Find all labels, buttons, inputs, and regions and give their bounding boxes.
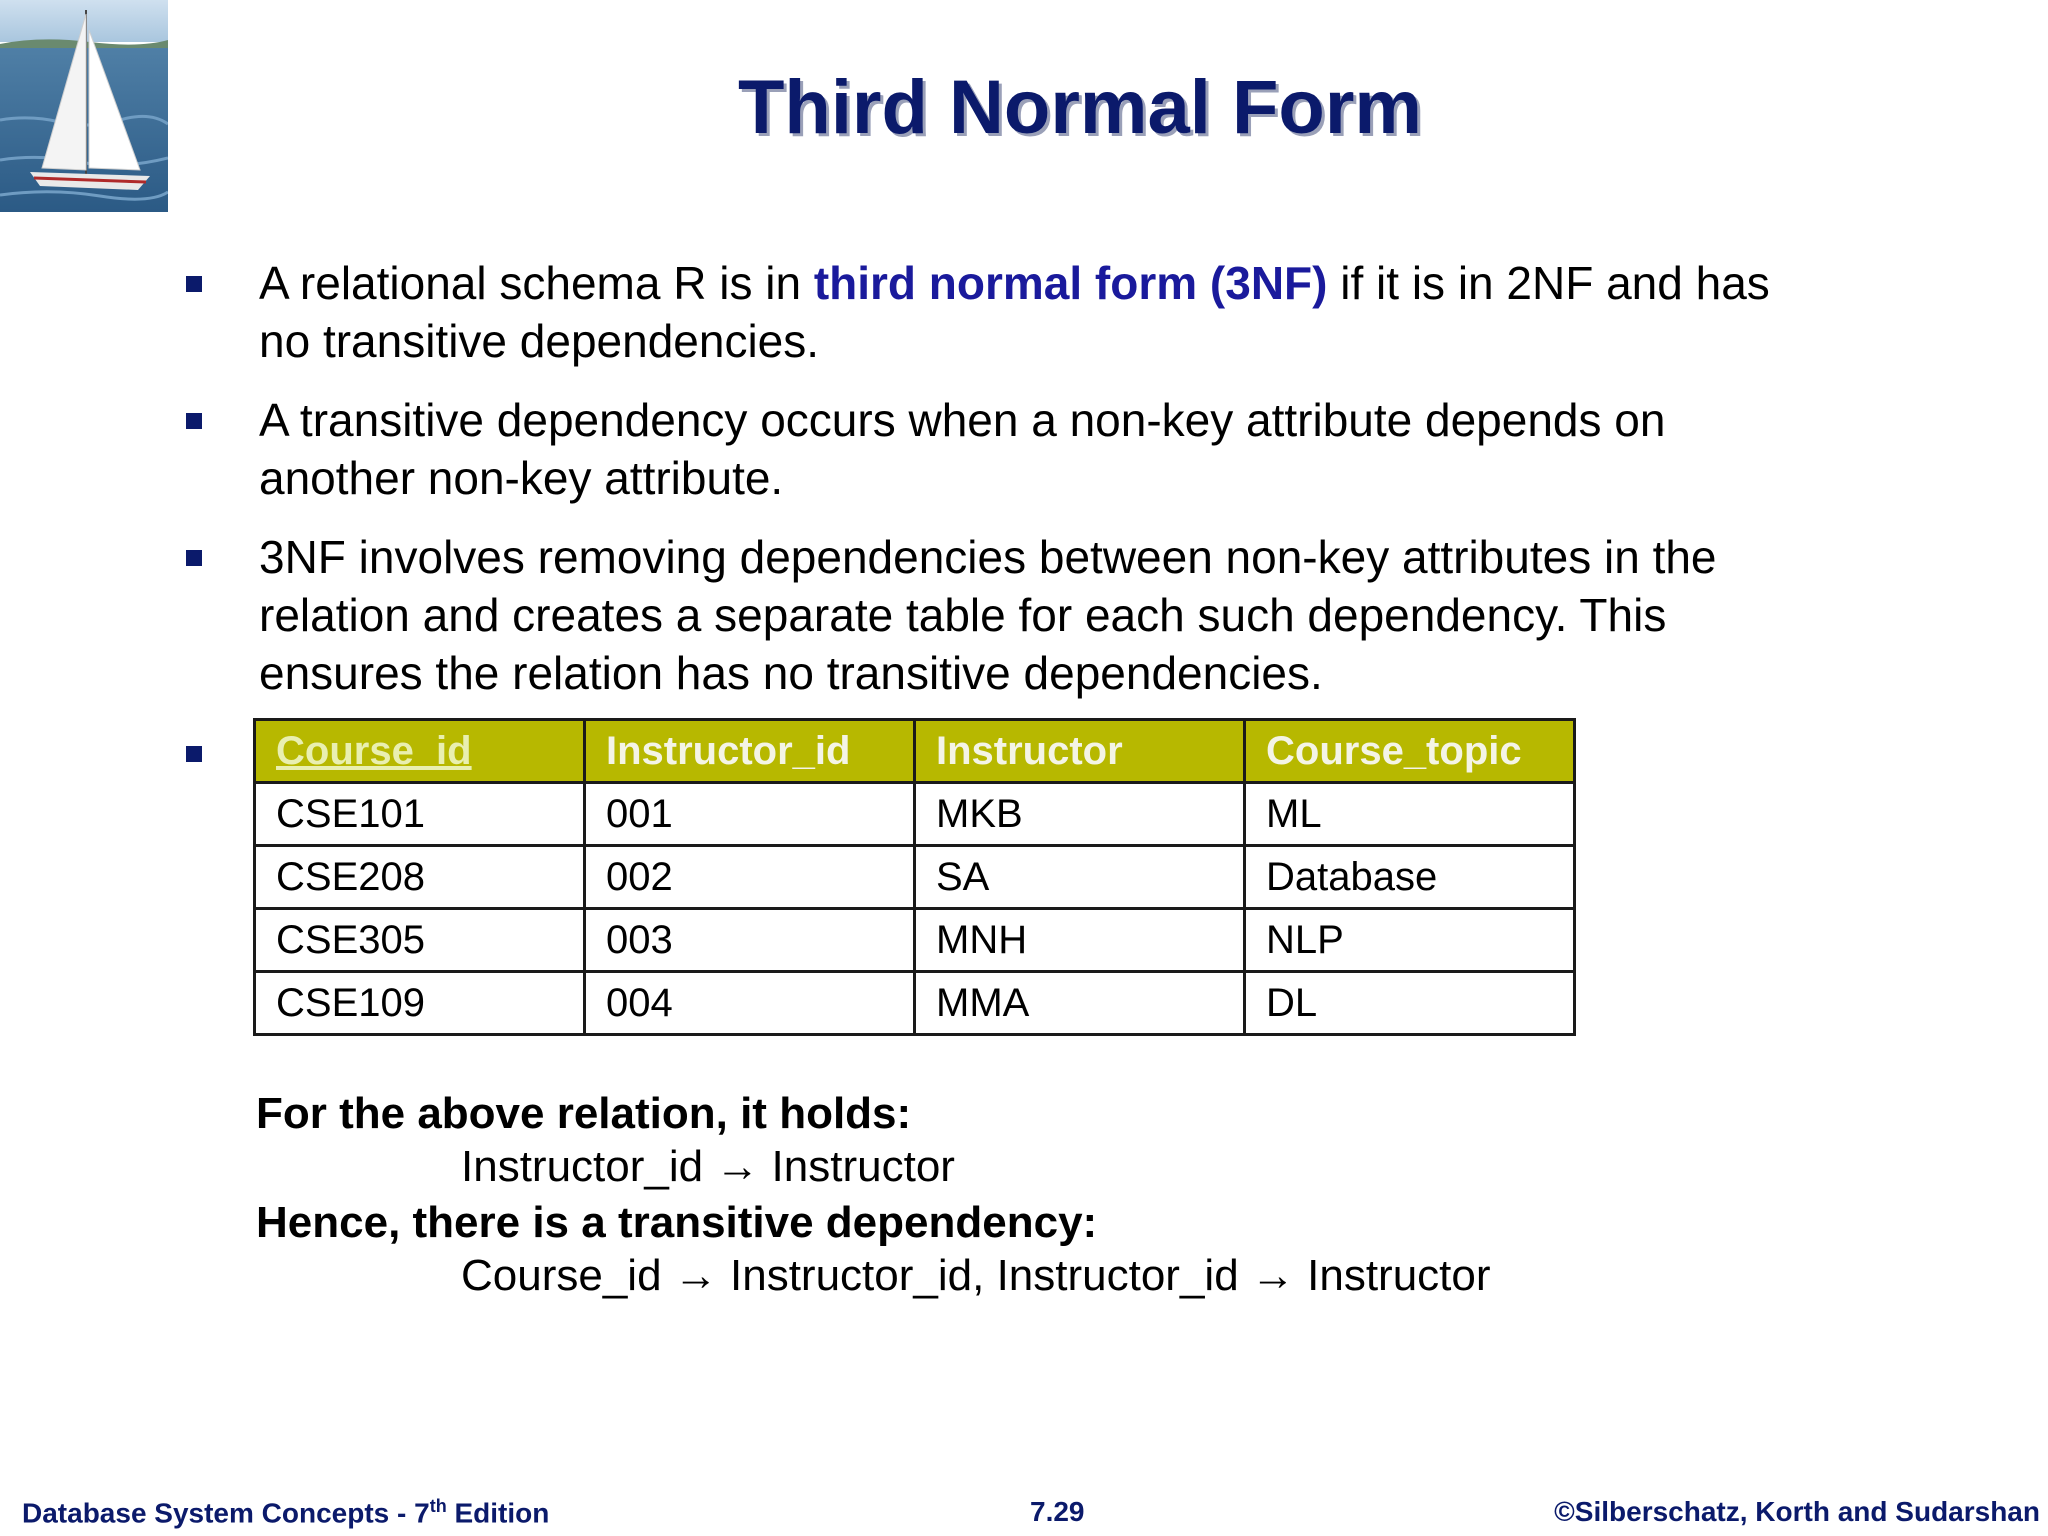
footer-book-title	[22, 1496, 549, 1529]
table-cell: MNH	[915, 909, 1245, 972]
table-cell: SA	[915, 846, 1245, 909]
table-cell: Database	[1245, 846, 1575, 909]
bullet-3-line3: ensures the relation has no transitive dependencies.	[259, 647, 1323, 699]
table-cell: CSE305	[255, 909, 585, 972]
table-cell: CSE208	[255, 846, 585, 909]
bullet-square-icon	[186, 413, 202, 429]
bullet-1-post: if it is in 2NF and has	[1327, 257, 1770, 309]
bullet-square-icon	[186, 746, 202, 762]
table-row	[255, 846, 1575, 909]
table-cell: 001	[585, 783, 915, 846]
bullet-1-line2: no transitive dependencies.	[259, 315, 820, 367]
bullet-2-line2: another non-key attribute.	[259, 452, 784, 504]
table-header-cell: Course_topic	[1245, 720, 1575, 783]
note-fd-1: Instructor_id → Instructor	[461, 1142, 955, 1191]
bullet-2-text	[259, 391, 2048, 507]
bullet-1-highlight: third normal form (3NF)	[813, 257, 1328, 309]
table-row	[255, 909, 1575, 972]
slide-footer	[0, 1496, 2048, 1529]
note-heading-1: For the above relation, it holds:	[256, 1089, 912, 1138]
table-cell: MMA	[915, 972, 1245, 1035]
footer-book-main: Database System Concepts - 7	[22, 1497, 430, 1529]
footer-book-sup: th	[429, 1496, 447, 1516]
table-header-cell: Course_id	[255, 720, 585, 783]
note-fd-2: Course_id → Instructor_id, Instructor_id → Instructor	[461, 1251, 1491, 1300]
bullet-square-icon	[186, 276, 202, 292]
table-cell: 003	[585, 909, 915, 972]
table-cell: ML	[1245, 783, 1575, 846]
bullet-square-icon	[186, 550, 202, 566]
bullet-2-line1: A transitive dependency occurs when a non-key attribute depends on	[259, 394, 1666, 446]
table-cell: NLP	[1245, 909, 1575, 972]
table-cell: 004	[585, 972, 915, 1035]
relation-table	[253, 718, 1576, 1036]
table-header-row	[255, 720, 1575, 783]
bullet-1-text	[259, 254, 2048, 370]
table-row	[255, 783, 1575, 846]
bullet-3-text	[259, 528, 2048, 702]
table-header-cell: Instructor_id	[585, 720, 915, 783]
bullet-3-line2: relation and creates a separate table for each such dependency. This	[259, 589, 1667, 641]
table-row	[255, 972, 1575, 1035]
table-cell: CSE101	[255, 783, 585, 846]
footer-copyright: ©Silberschatz, Korth and Sudarshan	[1554, 1496, 2040, 1527]
bullet-3-line1: 3NF involves removing dependencies between non-key attributes in the	[259, 531, 1717, 583]
table-header-cell: Instructor	[915, 720, 1245, 783]
bullet-1-pre: A relational schema R is in	[259, 257, 814, 309]
footer-page-number: 7.29	[1030, 1496, 1085, 1527]
table-cell: 002	[585, 846, 915, 909]
footer-book-tail: Edition	[446, 1497, 550, 1529]
table-cell: CSE109	[255, 972, 585, 1035]
table-cell: DL	[1245, 972, 1575, 1035]
table-cell: MKB	[915, 783, 1245, 846]
slide-title: Third Normal Form	[737, 65, 1423, 150]
note-heading-2: Hence, there is a transitive dependency:	[256, 1198, 1098, 1247]
